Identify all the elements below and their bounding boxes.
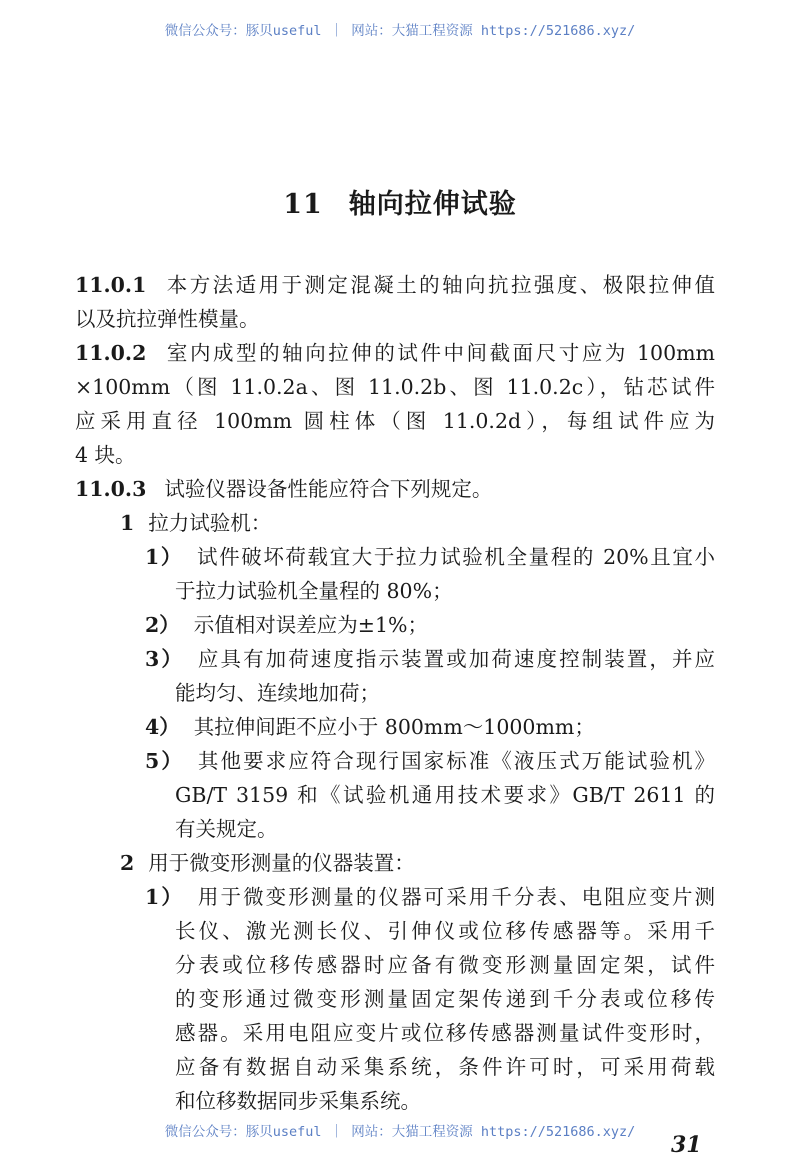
- line-text: 4 块。: [75, 443, 136, 467]
- text-line: [75, 370, 715, 404]
- item-number: 1: [120, 511, 135, 535]
- item-number: 3）: [145, 647, 184, 671]
- line-text: 于拉力试验机全量程的 80%；: [175, 579, 453, 603]
- line-text: 能均匀、连续地加荷；: [175, 681, 380, 705]
- watermark-top: 微信公众号：豚贝useful ｜ 网站：大猫工程资源 https://521686.xyz/: [164, 23, 636, 39]
- item-number: 5）: [145, 749, 184, 773]
- text-line: [75, 336, 715, 370]
- item-number: 1）: [145, 545, 183, 569]
- line-text: 本方法适用于测定混凝土的轴向抗拉强度、极限拉伸值: [164, 273, 715, 297]
- line-text: 分表或位移传感器时应备有微变形测量固定架，试件: [175, 953, 715, 977]
- line-text: 室内成型的轴向拉伸的试件中间截面尺寸应为 100mm: [164, 341, 715, 365]
- line-text: 应采用直径 100mm 圆柱体（图 11.0.2d），每组试件应为: [75, 409, 715, 433]
- text-line: [75, 472, 715, 506]
- text-line: [75, 744, 715, 778]
- line-text: 拉力试验机：: [148, 511, 272, 535]
- text-line: [75, 710, 715, 744]
- section-title: [0, 182, 800, 221]
- text-line: [75, 914, 715, 948]
- line-text: 试件破坏荷载宜大于拉力试验机全量程的 20%且宜小: [196, 545, 715, 569]
- watermark-bottom: 微信公众号：豚贝useful ｜ 网站：大猫工程资源 https://521686.xyz/: [164, 1124, 636, 1140]
- text-line: [75, 1050, 715, 1084]
- line-text: 用于微变形测量的仪器装置：: [148, 851, 415, 875]
- line-text: 长仪、激光测长仪、引伸仪或位移传感器等。采用千: [175, 919, 715, 943]
- line-text: GB/T 3159 和《试验机通用技术要求》GB/T 2611 的: [175, 783, 715, 807]
- text-line: [75, 404, 715, 438]
- text-line: [75, 982, 715, 1016]
- line-text: 感器。采用电阻应变片或位移传感器测量试件变形时，: [175, 1021, 715, 1045]
- text-line: [75, 506, 715, 540]
- section-title-text: 轴向拉伸试验: [348, 189, 517, 220]
- text-line: [75, 1016, 715, 1050]
- line-text: 其拉伸间距不应小于 800mm～1000mm；: [193, 715, 595, 739]
- text-line: [75, 302, 715, 336]
- section-body: [75, 268, 715, 1118]
- clause-number: 11.0.1: [75, 273, 147, 297]
- section-number: 11: [283, 189, 323, 220]
- line-text: 用于微变形测量的仪器可采用千分表、电阻应变片测: [197, 885, 715, 909]
- line-text: 其他要求应符合现行国家标准《液压式万能试验机》: [197, 749, 715, 773]
- item-number: 2）: [145, 613, 180, 637]
- clause-number: 11.0.3: [75, 477, 147, 501]
- line-text: 的变形通过微变形测量固定架传递到千分表或位移传: [175, 987, 715, 1011]
- item-number: 2: [120, 851, 135, 875]
- line-text: 应具有加荷速度指示装置或加荷速度控制装置，并应: [197, 647, 715, 671]
- text-line: [75, 574, 715, 608]
- text-line: [75, 1084, 715, 1118]
- page-number: 31: [671, 1132, 702, 1158]
- text-line: [75, 812, 715, 846]
- line-text: 和位移数据同步采集系统。: [175, 1089, 421, 1113]
- item-number: 1）: [145, 885, 184, 909]
- line-text: 试验仪器设备性能应符合下列规定。: [164, 477, 493, 501]
- item-number: 4）: [145, 715, 180, 739]
- text-line: [75, 846, 715, 880]
- text-line: [75, 778, 715, 812]
- line-text: ×100mm（图 11.0.2a、图 11.0.2b、图 11.0.2c），钻芯试件: [75, 375, 715, 399]
- line-text: 示值相对误差应为±1%；: [193, 613, 428, 637]
- text-line: [75, 642, 715, 676]
- clause-number: 11.0.2: [75, 341, 147, 365]
- text-line: [75, 948, 715, 982]
- text-line: [75, 438, 715, 472]
- text-line: [75, 608, 715, 642]
- text-line: [75, 880, 715, 914]
- text-line: [75, 540, 715, 574]
- text-line: [75, 268, 715, 302]
- line-text: 应备有数据自动采集系统，条件许可时，可采用荷载: [175, 1055, 715, 1079]
- line-text: 有关规定。: [175, 817, 278, 841]
- text-line: [75, 676, 715, 710]
- line-text: 以及抗拉弹性模量。: [75, 307, 260, 331]
